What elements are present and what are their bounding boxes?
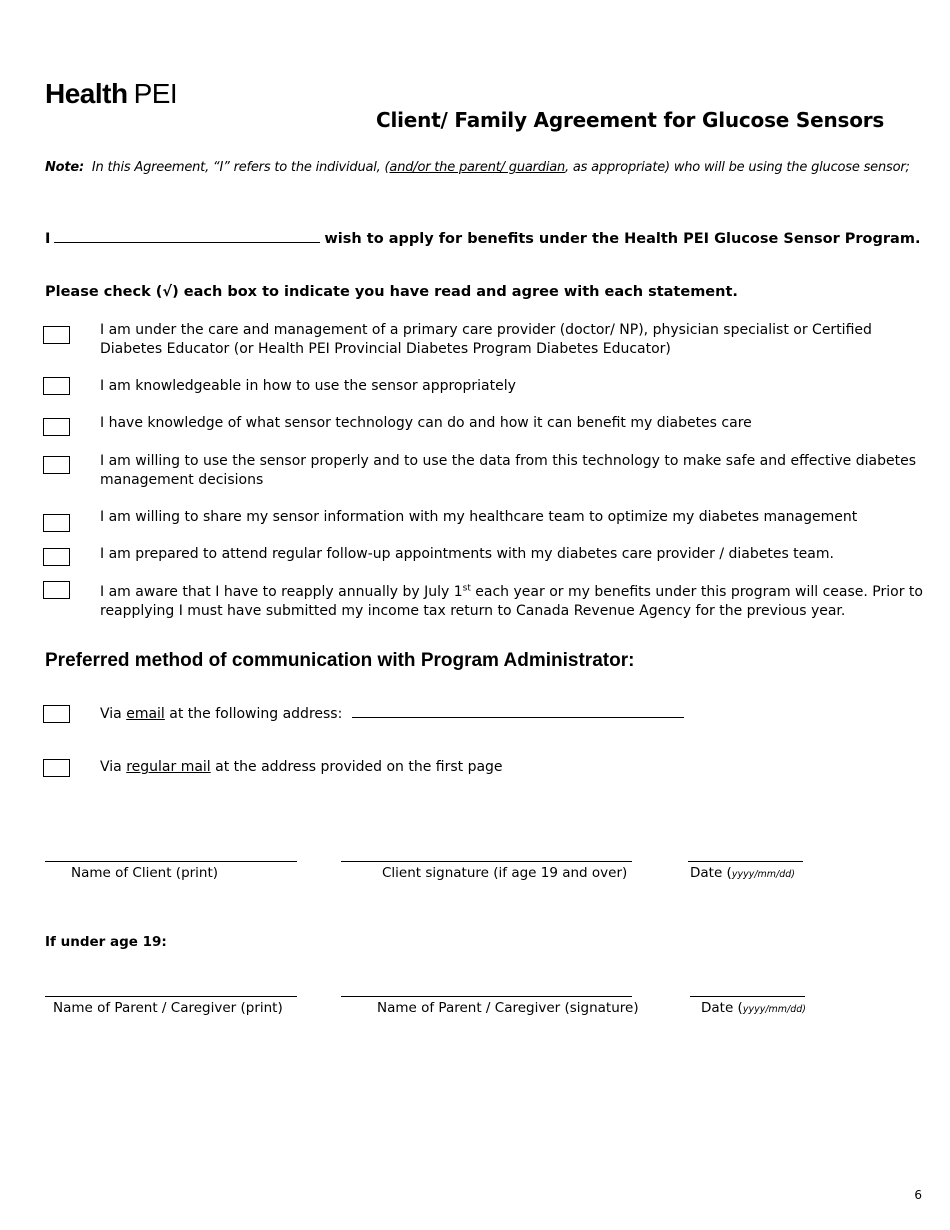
statement-2: I am knowledgeable in how to use the sensor appropriately <box>100 378 516 394</box>
apply-suffix: wish to apply for benefits under the Health PEI Glucose Sensor Program. <box>324 231 921 247</box>
statement-7-part1: I am aware that I have to reapply annually by July 1 <box>100 584 463 600</box>
email-option <box>100 703 684 722</box>
check-instruction: Please check (√) each box to indicate you have read and agree with each statement. <box>45 284 738 300</box>
mail-via: Via <box>100 759 127 775</box>
note-underlined: and/or the parent/ guardian <box>389 160 566 175</box>
statement-4: I am willing to use the sensor properly and to use the data from this technology to make safe and effective diabetes management decisions <box>100 453 916 488</box>
statement-7-part2: each year or my benefits under this program will cease. Prior to reapplying I must have submitted my income tax return to Canada Revenue Agency for the previous year. <box>100 584 923 619</box>
client-signature-label: Client signature (if age 19 and over) <box>382 865 628 881</box>
note-text-before: In this Agreement, “I” refers to the individual, ( <box>91 160 390 175</box>
under-19-heading: If under age 19: <box>45 934 167 950</box>
logo-bold-text: Health <box>45 78 128 109</box>
statement-checkbox-4[interactable] <box>43 456 70 474</box>
statement-6: I am prepared to attend regular follow-up appointments with my diabetes care provider / diabetes team. <box>100 546 834 562</box>
statement-checkbox-7[interactable] <box>43 581 70 599</box>
page-number: 6 <box>914 1188 922 1202</box>
client-name-line[interactable] <box>45 861 297 862</box>
parent-date-label <box>701 1000 806 1016</box>
parent-date-format: yyyy/mm/dd) <box>742 1004 806 1015</box>
regular-mail-checkbox[interactable] <box>43 759 70 777</box>
parent-signature-label: Name of Parent / Caregiver (signature) <box>377 1000 639 1016</box>
parent-signature-line[interactable] <box>341 996 632 997</box>
date-label-text: Date ( <box>690 865 732 881</box>
parent-name-label: Name of Parent / Caregiver (print) <box>53 1000 283 1016</box>
email-rest: at the following address: <box>164 706 343 722</box>
page-title: Client/ Family Agreement for Glucose Sensors <box>376 108 885 132</box>
note-label: Note: <box>45 160 85 175</box>
parent-date-line[interactable] <box>690 996 805 997</box>
apply-prefix: I <box>45 231 51 247</box>
logo-regular-text: PEI <box>133 78 178 109</box>
statement-5: I am willing to share my sensor information with my healthcare team to optimize my diabetes management <box>100 509 858 525</box>
mail-label: regular mail <box>126 759 211 775</box>
email-label: email <box>126 706 165 722</box>
statement-checkbox-5[interactable] <box>43 514 70 532</box>
statement-checkbox-6[interactable] <box>43 548 70 566</box>
statement-checkbox-1[interactable] <box>43 326 70 344</box>
client-name-label: Name of Client (print) <box>71 865 219 881</box>
statement-checkbox-3[interactable] <box>43 418 70 436</box>
client-signature-line[interactable] <box>341 861 632 862</box>
parent-date-label-text: Date ( <box>701 1000 743 1016</box>
statement-7 <box>100 583 930 620</box>
parent-name-line[interactable] <box>45 996 297 997</box>
statement-7-sup: st <box>462 583 471 594</box>
mail-rest: at the address provided on the first page <box>210 759 503 775</box>
statement-1: I am under the care and management of a primary care provider (doctor/ NP), physician specialist or Certified Diabetes Educator (or Health PEI Provincial Diabetes Program Diabetes Educator) <box>100 322 872 357</box>
application-line <box>45 228 920 247</box>
date-format: yyyy/mm/dd) <box>731 869 795 880</box>
email-via: Via <box>100 706 127 722</box>
applicant-name-field[interactable] <box>54 228 320 243</box>
communication-heading: Preferred method of communication with Program Administrator: <box>45 650 635 671</box>
email-checkbox[interactable] <box>43 705 70 723</box>
email-address-field[interactable] <box>352 703 684 718</box>
client-date-label <box>690 865 795 881</box>
client-date-line[interactable] <box>688 861 803 862</box>
health-pei-logo <box>45 78 177 110</box>
statement-3: I have knowledge of what sensor technology can do and how it can benefit my diabetes care <box>100 415 752 431</box>
note-text-after: , as appropriate) who will be using the glucose sensor; <box>565 160 910 175</box>
mail-option <box>100 759 503 775</box>
statement-checkbox-2[interactable] <box>43 377 70 395</box>
agreement-note <box>45 160 910 175</box>
